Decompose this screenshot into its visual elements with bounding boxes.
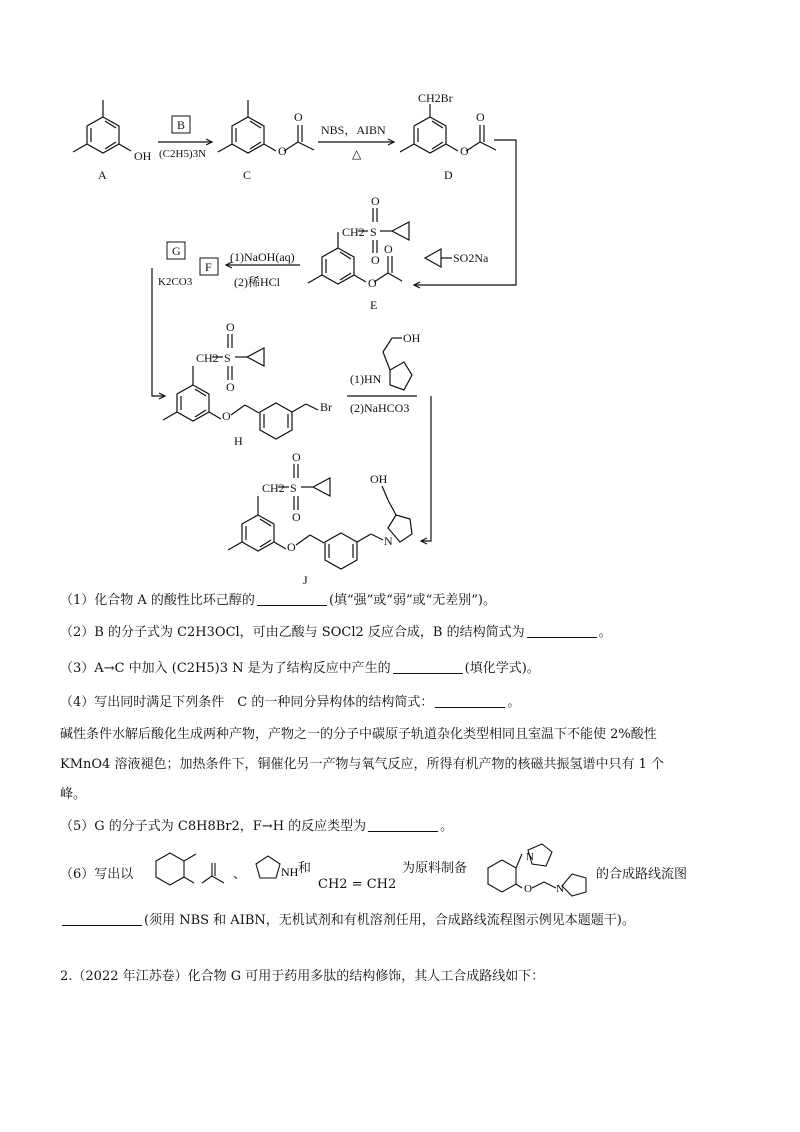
svg-text:NH: NH (281, 865, 298, 879)
label-h: H (234, 434, 243, 448)
label-a: A (98, 168, 107, 182)
answer-blank-6 (62, 913, 142, 926)
question-6: （6）写出以 (60, 867, 134, 882)
o-label-d-carbonyl: O (476, 110, 485, 124)
naoh-label: (1)NaOH(aq) (230, 250, 295, 264)
answer-blank-5 (368, 819, 438, 832)
o-label-h-ether: O (222, 409, 231, 423)
question-4: （4）写出同时满足下列条件 C 的一种同分异构体的结构简式： 。 (60, 695, 521, 710)
question-3: （3）A→C 中加入 (C2H5)3 N 是为了结构反应中产生的 (填化学式)。 (60, 661, 540, 676)
question-4-condition-line-3: 峰。 (60, 787, 87, 802)
q6-raw-material: 为原料制备 (402, 861, 468, 876)
box-g: G (172, 244, 181, 258)
compound-h-structure (163, 334, 318, 439)
oh-label: OH (134, 149, 152, 163)
o-label-c-carbonyl: O (294, 110, 303, 124)
o-label-j-bottom: O (292, 510, 301, 524)
s-label-j: S (290, 481, 297, 495)
question-4-condition-line-1: 碱性条件水解后酸化生成两种产物，产物之一的分子中碳原子轨道杂化类型相同且室温下不能使 2%酸性 (60, 727, 657, 742)
answer-blank-2 (527, 625, 597, 638)
o-label-e-carbonyl: O (384, 242, 393, 256)
br-label: Br (320, 400, 332, 414)
next-problem-heading: 2.（2022 年江苏卷）化合物 G 可用于药用多肽的结构修饰，其人工合成路线如下： (60, 969, 545, 984)
o-label-h-top: O (226, 320, 235, 334)
compound-a-structure (73, 100, 131, 153)
pyrrolidine-structure (248, 850, 298, 890)
reagent-b-box: B (177, 118, 186, 132)
svg-text:N: N (556, 883, 564, 895)
o-label-j-top: O (292, 450, 301, 464)
heat-symbol: △ (352, 147, 362, 161)
label-e: E (370, 298, 378, 312)
step-hn-label: (1)HN (350, 372, 382, 386)
sodium-cyclopropylsulfinate-structure (425, 249, 452, 267)
o-label-e-bottom: O (371, 253, 380, 267)
nahco3-label: (2)NaHCO3 (350, 401, 410, 415)
question-1: （1）化合物 A 的酸性比环己醇的 (填“强”或“弱”或“无差别”)。 (60, 593, 496, 608)
s-label-h: S (224, 351, 231, 365)
n-label-j: N (384, 534, 393, 548)
prolinol-structure (383, 338, 412, 390)
answer-blank-1 (257, 593, 327, 606)
q6-tail: 的合成路线流图 (596, 867, 688, 882)
triethylamine-label: (C2H5)3N (159, 148, 207, 160)
nbs-aibn-label: NBS，AIBN (321, 123, 386, 137)
label-c: C (243, 168, 252, 182)
o-label-d: O (460, 144, 469, 158)
box-f: F (205, 260, 212, 274)
o-label-e-top: O (371, 194, 380, 208)
ethene-formula: CH2 = CH2 (318, 877, 397, 892)
oh-label-prolinol: OH (403, 331, 421, 345)
oh-label-j: OH (370, 472, 388, 486)
ch2-label-e: CH2 (342, 225, 365, 239)
target-molecule-structure (462, 838, 594, 900)
question-2: （2）B 的分子式为 C2H3OCl，可由乙酸与 SOCl2 反应合成，B 的结构简式为 。 (60, 625, 612, 640)
compound-e-structure (308, 208, 409, 284)
o-label-h-bottom: O (226, 380, 235, 394)
hcl-label: (2)稀HCl (234, 275, 280, 289)
o-label-j-ether: O (287, 540, 296, 554)
k2co3-label: K2CO3 (158, 276, 193, 288)
o-label-c: O (278, 144, 287, 158)
o-label-e-ester: O (368, 276, 377, 290)
label-j: J (303, 573, 308, 587)
o-tolyl-acetate-structure (148, 845, 228, 895)
reaction-arrows (152, 116, 516, 544)
question-5: （5）G 的分子式为 C8H8Br2，F→H 的反应类型为 。 (60, 819, 454, 834)
svg-text:N: N (526, 851, 534, 863)
ch2-label-h: CH2 (196, 351, 219, 365)
ch2-label-j: CH2 (262, 481, 285, 495)
s-label-e: S (370, 225, 377, 239)
ch2br-label: CH2Br (418, 91, 453, 105)
svg-text:O: O (524, 883, 532, 895)
question-6-line-2: (须用 NBS 和 AIBN，无机试剂和有机溶剂任用，合成路线流程图示例见本题题干)。 (60, 912, 635, 930)
label-d: D (444, 168, 453, 182)
question-4-condition-line-2: KMnO4 溶液褪色；加热条件下，铜催化另一产物与氧气反应，所得有机产物的核磁共振氢谱中只有 1 个 (60, 757, 664, 772)
q6-and: 和 (298, 861, 312, 876)
answer-blank-3 (393, 661, 463, 674)
so2na-label: SO2Na (453, 251, 489, 265)
q6-separator: 、 (233, 867, 247, 882)
answer-blank-4 (435, 695, 505, 708)
compound-c-structure (218, 100, 314, 153)
